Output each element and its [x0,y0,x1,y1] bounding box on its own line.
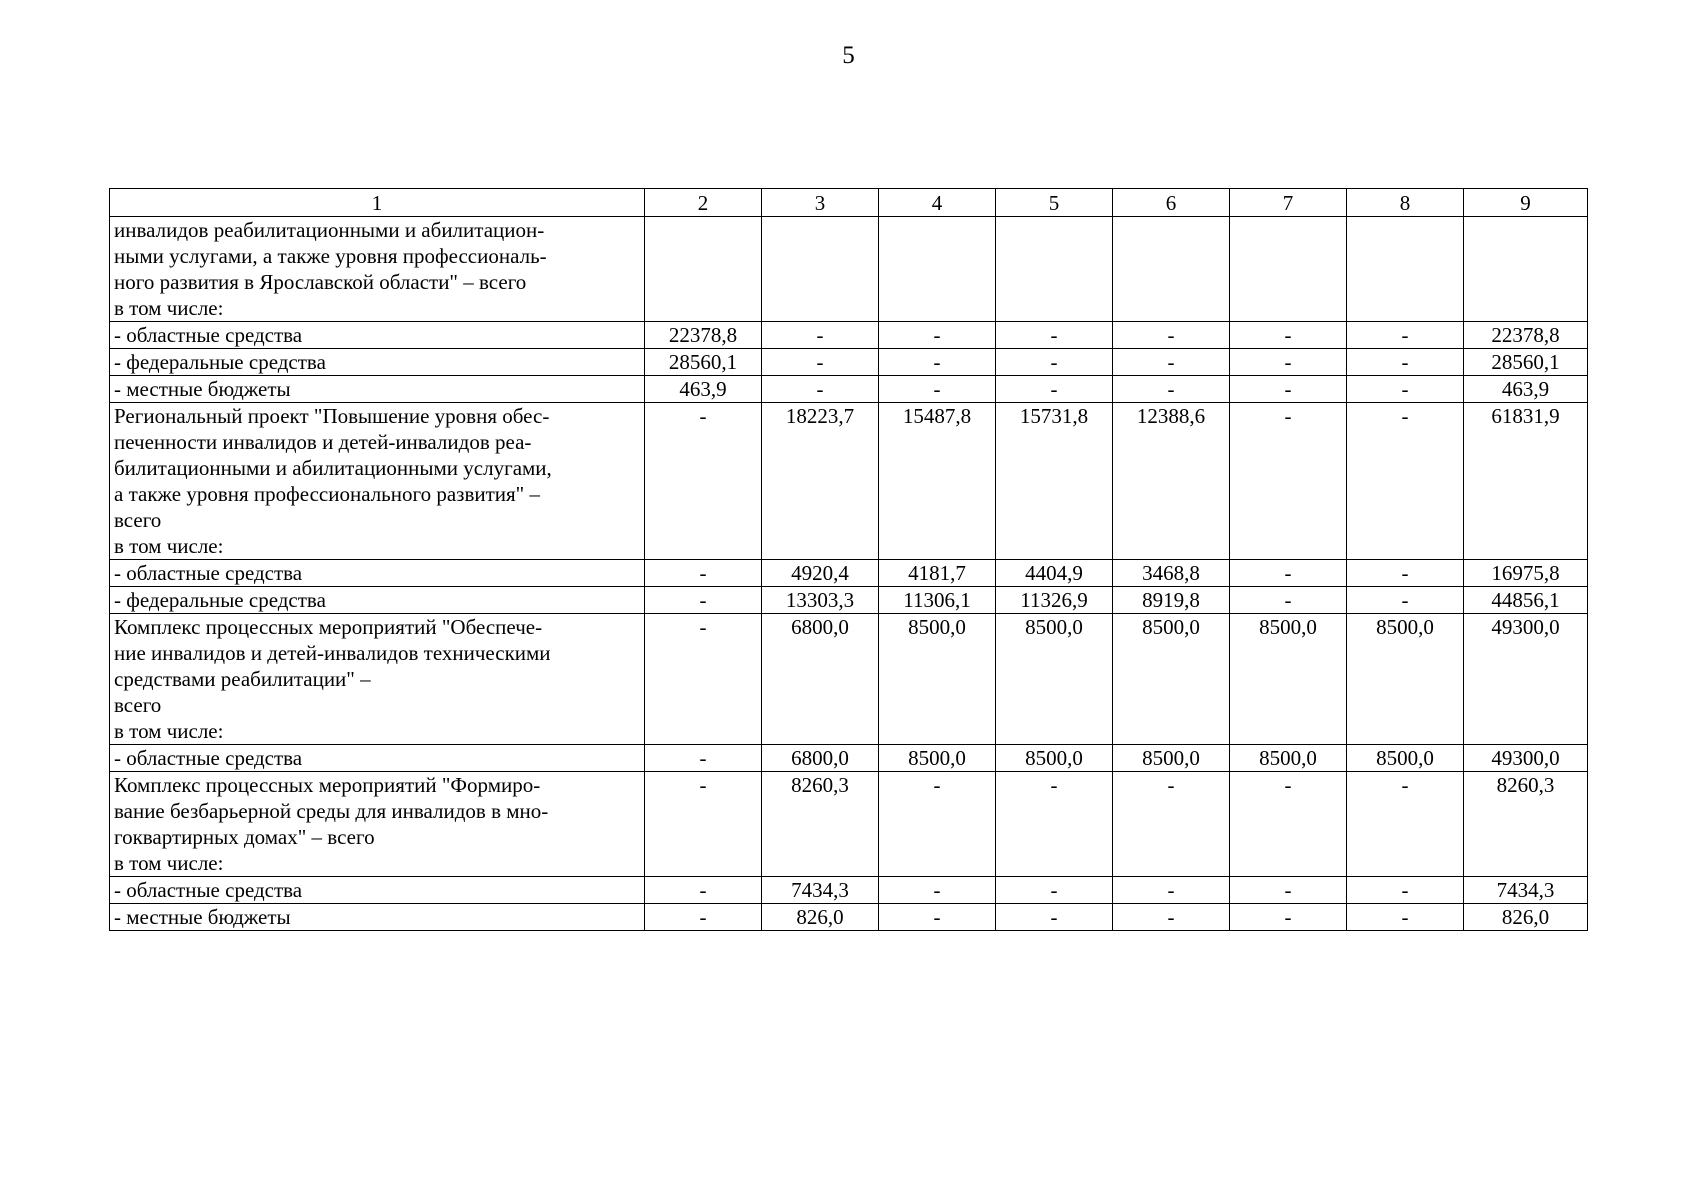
column-header: 5 [996,189,1113,217]
row-label-line: Региональный проект "Повышение уровня обес- [114,404,550,428]
row-label-line: - областные средства [114,746,303,770]
row-label-line: средствами реабилитации" – [114,667,371,691]
value-cell: 826,0 [762,904,879,931]
value-cell: 49300,0 [1464,745,1588,772]
value-cell: 4920,4 [762,560,879,587]
row-label-line: - федеральные средства [114,350,326,374]
value-cell: - [645,403,762,560]
value-cell: - [645,587,762,614]
table-row [110,322,1588,349]
row-label-line: - федеральные средства [114,588,326,612]
column-header: 3 [762,189,879,217]
value-cell: 7434,3 [1464,877,1588,904]
value-cell: - [1113,877,1230,904]
value-cell: 8500,0 [996,745,1113,772]
value-cell: - [1230,322,1347,349]
value-cell: - [762,322,879,349]
value-cell: 8500,0 [1347,745,1464,772]
table-row [110,772,1588,877]
row-label-line: а также уровня профессионального развития" – [114,482,541,506]
value-cell: 44856,1 [1464,587,1588,614]
value-cell: 6800,0 [762,745,879,772]
value-cell: 15487,8 [879,403,996,560]
value-cell: 8500,0 [879,745,996,772]
value-cell: - [1230,772,1347,877]
value-cell: 6800,0 [762,614,879,745]
table-row [110,745,1588,772]
value-cell: - [879,376,996,403]
value-cell: - [1347,877,1464,904]
value-cell: - [645,877,762,904]
value-cell: 16975,8 [1464,560,1588,587]
table-row [110,560,1588,587]
value-cell: - [1113,772,1230,877]
table-row [110,217,1588,322]
column-header: 6 [1113,189,1230,217]
value-cell: - [1230,403,1347,560]
column-number-header [110,189,1588,217]
value-cell: - [1347,560,1464,587]
value-cell: - [645,614,762,745]
value-cell: - [1347,376,1464,403]
value-cell: 8500,0 [879,614,996,745]
value-cell: - [645,745,762,772]
value-cell: - [1230,587,1347,614]
row-label-line: печенности инвалидов и детей-инвалидов реа- [114,430,532,454]
value-cell: - [879,904,996,931]
value-cell: 61831,9 [1464,403,1588,560]
value-cell: - [996,877,1113,904]
value-cell: - [996,349,1113,376]
value-cell: 49300,0 [1464,614,1588,745]
row-label-line: всего [114,508,162,532]
value-cell: 7434,3 [762,877,879,904]
row-label-line: Комплекс процессных мероприятий "Обеспече- [114,615,543,639]
row-label-line: Комплекс процессных мероприятий "Формиро- [114,773,541,797]
value-cell: 8260,3 [762,772,879,877]
row-label-line: в том числе: [114,296,224,320]
value-cell: - [996,376,1113,403]
table-row [110,614,1588,745]
value-cell: - [996,322,1113,349]
value-cell [879,217,996,322]
value-cell: - [645,772,762,877]
row-label [110,322,645,349]
value-cell: - [1347,403,1464,560]
row-label-line: ными услугами, а также уровня профессиональ- [114,244,547,268]
value-cell: - [1230,349,1347,376]
row-label-line: - областные средства [114,561,303,585]
row-label-line: - областные средства [114,323,303,347]
table-body [110,217,1588,931]
table-row [110,904,1588,931]
row-label [110,217,645,322]
row-label [110,403,645,560]
column-header: 4 [879,189,996,217]
column-header: 8 [1347,189,1464,217]
value-cell: - [1347,587,1464,614]
row-label-line: - местные бюджеты [114,905,291,929]
row-label [110,904,645,931]
value-cell [645,217,762,322]
row-label-line: ние инвалидов и детей-инвалидов техническими [114,641,551,665]
row-label-line: инвалидов реабилитационными и абилитацион- [114,218,545,242]
value-cell: - [1113,349,1230,376]
value-cell: - [879,349,996,376]
value-cell: - [879,877,996,904]
value-cell: 463,9 [1464,376,1588,403]
value-cell: - [762,349,879,376]
row-label-line: в том числе: [114,719,224,743]
row-label-line: вание безбарьерной среды для инвалидов в мно- [114,799,549,823]
value-cell: 22378,8 [1464,322,1588,349]
value-cell: 13303,3 [762,587,879,614]
value-cell: - [1347,349,1464,376]
value-cell: - [645,904,762,931]
value-cell: 8919,8 [1113,587,1230,614]
value-cell: - [1347,772,1464,877]
table-row [110,587,1588,614]
value-cell [1464,217,1588,322]
row-label [110,587,645,614]
value-cell: 22378,8 [645,322,762,349]
value-cell: - [879,772,996,877]
value-cell: - [1113,322,1230,349]
value-cell: 8500,0 [1230,745,1347,772]
value-cell: 463,9 [645,376,762,403]
value-cell: 8500,0 [996,614,1113,745]
budget-table [109,188,1588,931]
value-cell: 11306,1 [879,587,996,614]
value-cell: 8260,3 [1464,772,1588,877]
value-cell: 826,0 [1464,904,1588,931]
value-cell [1113,217,1230,322]
row-label-line: билитационными и абилитационными услугами, [114,456,552,480]
table-row [110,877,1588,904]
value-cell: 8500,0 [1113,745,1230,772]
row-label-line: гоквартирных домах" – всего [114,825,375,849]
value-cell [996,217,1113,322]
row-label-line: в том числе: [114,534,224,558]
value-cell: - [645,560,762,587]
value-cell: - [1230,877,1347,904]
row-label [110,614,645,745]
table-row [110,349,1588,376]
value-cell: - [1230,904,1347,931]
value-cell: - [1347,322,1464,349]
value-cell: 18223,7 [762,403,879,560]
value-cell: - [996,772,1113,877]
value-cell: 4404,9 [996,560,1113,587]
table-row [110,403,1588,560]
column-header: 9 [1464,189,1588,217]
value-cell: 4181,7 [879,560,996,587]
row-label-line: всего [114,693,162,717]
value-cell: 15731,8 [996,403,1113,560]
value-cell: - [1347,904,1464,931]
row-label-line: - местные бюджеты [114,377,291,401]
value-cell: 28560,1 [645,349,762,376]
row-label-line: - областные средства [114,878,303,902]
row-label [110,376,645,403]
row-label [110,560,645,587]
value-cell: 12388,6 [1113,403,1230,560]
value-cell: - [762,376,879,403]
page-number: 5 [842,42,855,69]
value-cell [1347,217,1464,322]
column-header: 2 [645,189,762,217]
value-cell: - [1113,904,1230,931]
row-label [110,772,645,877]
column-header: 7 [1230,189,1347,217]
value-cell: 8500,0 [1230,614,1347,745]
value-cell: 8500,0 [1347,614,1464,745]
value-cell: - [1113,376,1230,403]
value-cell: 11326,9 [996,587,1113,614]
value-cell [762,217,879,322]
table-row [110,376,1588,403]
row-label-line: ного развития в Ярославской области" – всего [114,270,527,294]
row-label-line: в том числе: [114,851,224,875]
column-header: 1 [110,189,645,217]
value-cell: 28560,1 [1464,349,1588,376]
value-cell: - [1230,560,1347,587]
row-label [110,349,645,376]
value-cell [1230,217,1347,322]
row-label [110,745,645,772]
value-cell: 3468,8 [1113,560,1230,587]
value-cell: - [879,322,996,349]
value-cell: 8500,0 [1113,614,1230,745]
value-cell: - [996,904,1113,931]
value-cell: - [1230,376,1347,403]
row-label [110,877,645,904]
